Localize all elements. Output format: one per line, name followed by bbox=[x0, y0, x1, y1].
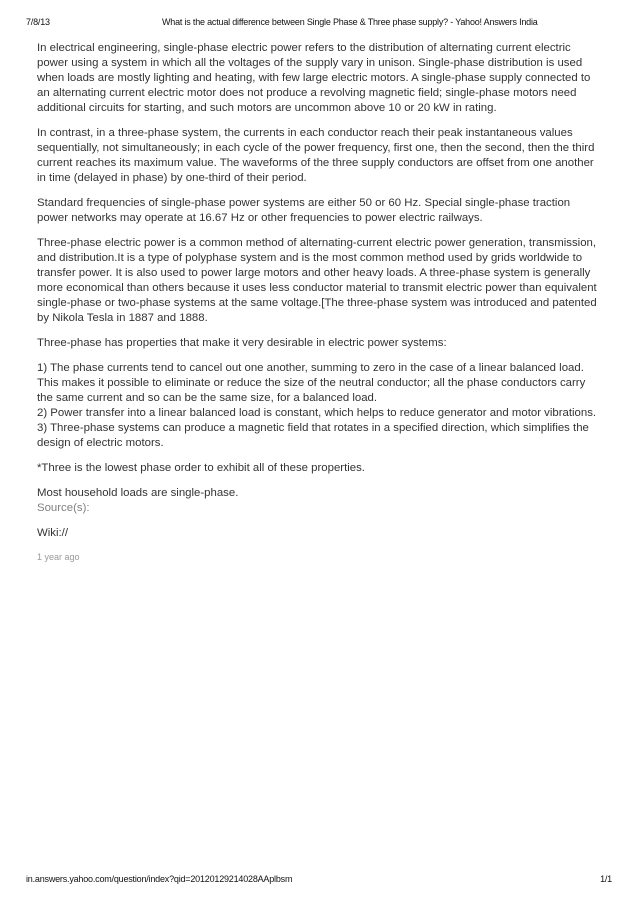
properties-list bbox=[37, 361, 603, 451]
source-value: Wiki:// bbox=[37, 527, 69, 539]
answer-note: *Three is the lowest phase order to exhibit all of these properties. bbox=[37, 462, 365, 474]
answer-paragraph: Three-phase electric power is a common method of alternating-current electric power generation, transmission, and distribution.It is a type of polyphase system and is the most common method used by grids worldwide to transfer power. It is also used to power large motors and other heavy loads. A three-phase system is generally more economical than others because it uses less conductor material to transmit electric power than equivalent single-phase or two-phase systems at the same voltage.[The three-phase system was introduced and patented by Nikola Tesla in 1887 and 1888. bbox=[37, 237, 597, 324]
property-item: 2) Power transfer into a linear balanced load is constant, which helps to reduce generator and motor vibrations. bbox=[37, 407, 597, 419]
source-label: Source(s): bbox=[37, 502, 90, 514]
print-date: 7/8/13 bbox=[26, 17, 50, 27]
page-title: What is the actual difference between Single Phase & Three phase supply? - Yahoo! Answers India bbox=[162, 17, 538, 27]
page-number: 1/1 bbox=[600, 874, 612, 884]
print-footer bbox=[26, 874, 612, 886]
answer-paragraph: In contrast, in a three-phase system, the currents in each conductor reach their peak instantaneous values sequentially, not simultaneously; in each cycle of the power frequency, first one, then the second, then the third current reaches its maximum value. The waveforms of the three supply conductors are offset from one another in time (delayed in phase) by one-third of their period. bbox=[37, 127, 595, 184]
page-url: in.answers.yahoo.com/question/index?qid=20120129214028AAplbsm bbox=[26, 874, 293, 884]
answer-body bbox=[37, 41, 603, 573]
answer-paragraph: Three-phase has properties that make it very desirable in electric power systems: bbox=[37, 337, 447, 349]
property-item: 3) Three-phase systems can produce a magnetic field that rotates in a specified direction, which simplifies the design of electric motors. bbox=[37, 422, 589, 449]
answer-paragraph: In electrical engineering, single-phase electric power refers to the distribution of alternating current electric power using a system in which all the voltages of the supply vary in unison. Single-phase distribution is used when loads are mostly lighting and heating, with few large electric motors. A single-phase supply connected to an alternating current electric motor does not produce a revolving magnetic field; single-phase motors need additional circuits for starting, and such motors are uncommon above 10 or 20 kW in rating. bbox=[37, 42, 591, 114]
answer-timestamp: 1 year ago bbox=[37, 552, 80, 562]
print-header bbox=[26, 17, 612, 29]
answer-closing: Most household loads are single-phase. bbox=[37, 487, 239, 499]
property-item: 1) The phase currents tend to cancel out one another, summing to zero in the case of a linear balanced load. This makes it possible to eliminate or reduce the size of the neutral conductor; all the phase conductors carry the same current and so can be the same size, for a balanced load. bbox=[37, 362, 586, 404]
answer-paragraph: Standard frequencies of single-phase power systems are either 50 or 60 Hz. Special single-phase traction power networks may operate at 16.67 Hz or other frequencies to power electric railways. bbox=[37, 197, 571, 224]
